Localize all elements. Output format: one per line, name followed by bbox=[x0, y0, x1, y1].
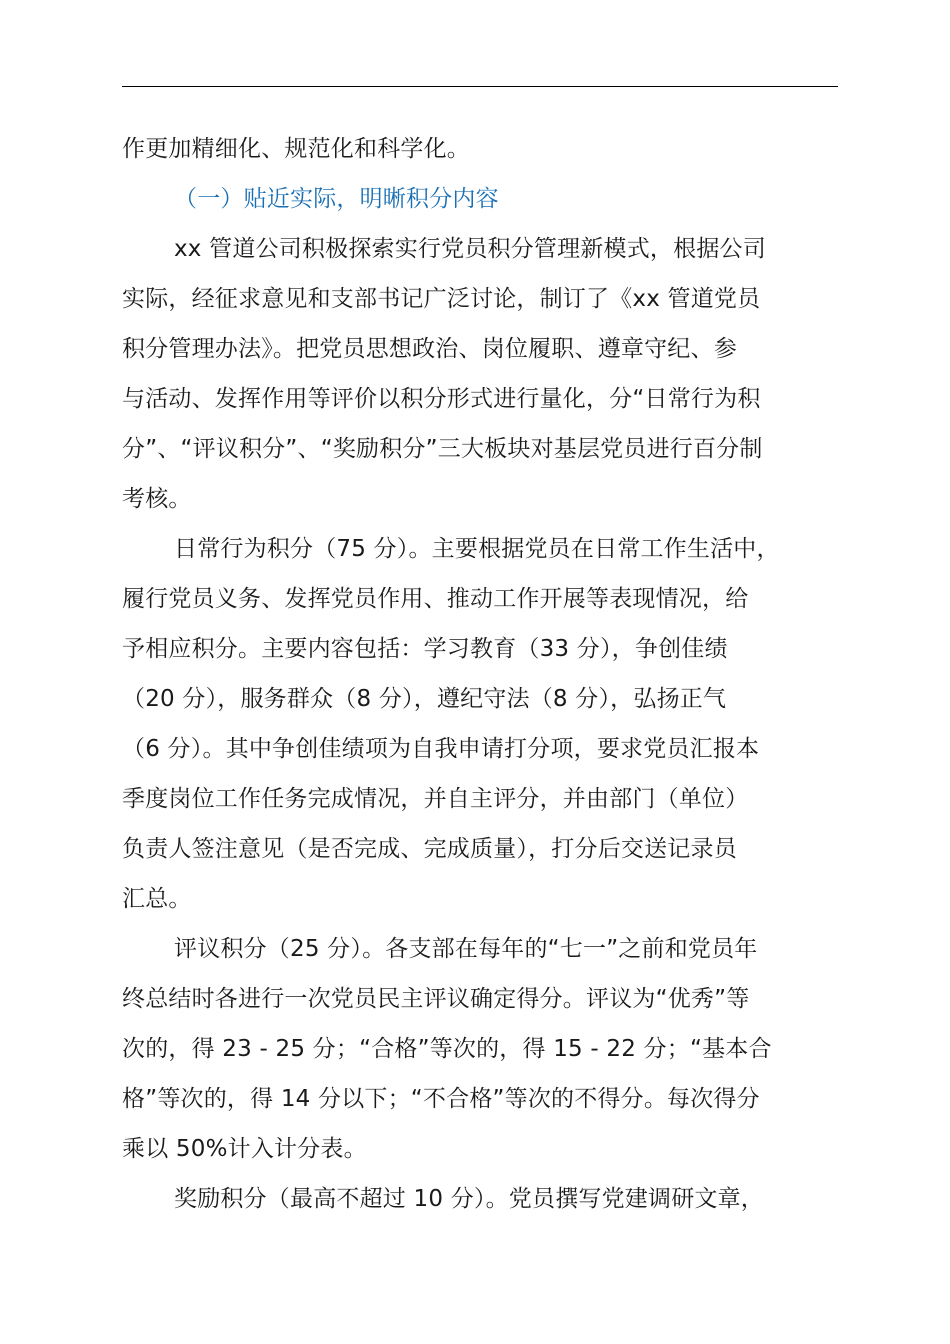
text-line: 奖励积分（最高不超过 10 分）。党员撰写党建调研文章， bbox=[174, 1186, 764, 1212]
text-line: 乘以 50%计入计分表。 bbox=[122, 1136, 367, 1162]
text-line: 终总结时各进行一次党员民主评议确定得分。评议为“优秀”等 bbox=[122, 986, 750, 1012]
text-line: 分”、“评议积分”、“奖励积分”三大板块对基层党员进行百分制 bbox=[122, 436, 763, 462]
text-line: 积分管理办法》。把党员思想政治、岗位履职、遵章守纪、参 bbox=[122, 336, 737, 362]
text-line: 与活动、发挥作用等评价以积分形式进行量化，分“日常行为积 bbox=[122, 386, 761, 412]
text-line: 实际，经征求意见和支部书记广泛讨论，制订了《xx 管道党员 bbox=[122, 286, 761, 312]
text-line: 季度岗位工作任务完成情况，并自主评分，并由部门（单位） bbox=[122, 786, 749, 812]
text-line: 次的，得 23 - 25 分；“合格”等次的，得 15 - 22 分；“基本合 bbox=[122, 1036, 772, 1062]
text-line: 考核。 bbox=[122, 486, 192, 512]
header-rule bbox=[122, 86, 838, 87]
text-line: 评议积分（25 分）。各支部在每年的“七一”之前和党员年 bbox=[174, 936, 758, 962]
text-line: xx 管道公司积极探索实行党员积分管理新模式，根据公司 bbox=[174, 236, 766, 262]
text-line: （20 分），服务群众（8 分），遵纪守法（8 分），弘扬正气 bbox=[122, 686, 727, 712]
text-line: 予相应积分。主要内容包括：学习教育（33 分），争创佳绩 bbox=[122, 636, 728, 662]
document-body bbox=[122, 124, 838, 1224]
text-line: 格”等次的，得 14 分以下；“不合格”等次的不得分。每次得分 bbox=[122, 1086, 760, 1112]
text-line: （6 分）。其中争创佳绩项为自我申请打分项，要求党员汇报本 bbox=[122, 736, 760, 762]
text-line: 日常行为积分（75 分）。主要根据党员在日常工作生活中， bbox=[174, 536, 780, 562]
text-line: 汇总。 bbox=[122, 886, 192, 912]
text-line: 作更加精细化、规范化和科学化。 bbox=[122, 136, 470, 162]
section-heading: （一）贴近实际，明晰积分内容 bbox=[174, 186, 499, 212]
text-line: 履行党员义务、发挥党员作用、推动工作开展等表现情况，给 bbox=[122, 586, 749, 612]
text-line: 负责人签注意见（是否完成、完成质量），打分后交送记录员 bbox=[122, 836, 737, 862]
